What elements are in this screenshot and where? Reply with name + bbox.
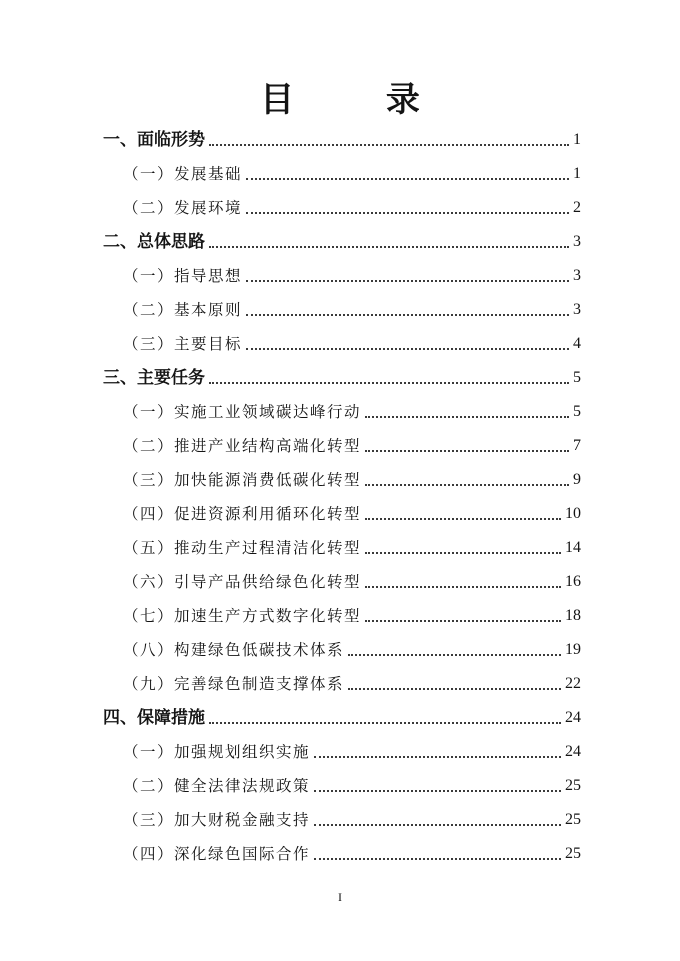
toc-dot-leader (365, 436, 569, 452)
toc-dot-leader (314, 810, 561, 826)
toc-entry-page: 24 (565, 743, 581, 760)
toc-dot-leader (314, 776, 561, 792)
toc-entry-page: 5 (573, 403, 581, 420)
toc-entry-label: （六）引导产品供给绿色化转型 (123, 573, 362, 591)
toc-subsection-entry[interactable] (103, 497, 581, 531)
toc-subsection-entry[interactable] (103, 837, 581, 871)
toc-dot-leader (314, 844, 561, 860)
toc-entry-label: （二）发展环境 (123, 199, 243, 217)
toc-dot-leader (314, 742, 561, 758)
toc-entry-label: （二）推进产业结构高端化转型 (123, 437, 362, 455)
toc-entry-label: （三）主要目标 (123, 335, 243, 353)
toc-section-entry[interactable] (103, 701, 581, 735)
toc-entry-label: （三）加快能源消费低碳化转型 (123, 471, 362, 489)
toc-subsection-entry[interactable] (103, 565, 581, 599)
toc-entry-page: 4 (573, 335, 581, 352)
toc-entry-page: 5 (573, 369, 581, 386)
toc-entry-page: 25 (565, 777, 581, 794)
toc-subsection-entry[interactable] (103, 531, 581, 565)
toc-dot-leader (348, 674, 561, 690)
toc-entry-page: 22 (565, 675, 581, 692)
toc-dot-leader (365, 470, 569, 486)
toc-subsection-entry[interactable] (103, 769, 581, 803)
toc-entry-label: （二）健全法律法规政策 (123, 777, 311, 795)
toc-entry-page: 7 (573, 437, 581, 454)
toc-dot-leader (246, 266, 569, 282)
toc-entry-page: 24 (565, 709, 581, 726)
toc-entry-label: 三、主要任务 (103, 368, 205, 388)
toc-entry-label: （四）促进资源利用循环化转型 (123, 505, 362, 523)
toc-entry-label: （一）加强规划组织实施 (123, 743, 311, 761)
toc-entry-page: 25 (565, 845, 581, 862)
toc-entry-label: 四、保障措施 (103, 708, 205, 728)
toc-subsection-entry[interactable] (103, 599, 581, 633)
toc-subsection-entry[interactable] (103, 293, 581, 327)
toc-dot-leader (365, 402, 569, 418)
toc-subsection-entry[interactable] (103, 463, 581, 497)
toc-section-entry[interactable] (103, 123, 581, 157)
toc-dot-leader (246, 334, 569, 350)
toc-entry-page: 18 (565, 607, 581, 624)
toc-entry-label: （七）加速生产方式数字化转型 (123, 607, 362, 625)
toc-entry-label: （九）完善绿色制造支撑体系 (123, 675, 345, 693)
toc-subsection-entry[interactable] (103, 191, 581, 225)
toc-subsection-entry[interactable] (103, 633, 581, 667)
toc-dot-leader (348, 640, 561, 656)
toc-dot-leader (246, 164, 569, 180)
toc-dot-leader (209, 708, 561, 724)
toc-dot-leader (209, 232, 569, 248)
toc-subsection-entry[interactable] (103, 157, 581, 191)
toc-entry-label: （一）指导思想 (123, 267, 243, 285)
toc-subsection-entry[interactable] (103, 395, 581, 429)
toc-dot-leader (365, 504, 561, 520)
toc-entry-page: 3 (573, 267, 581, 284)
toc-subsection-entry[interactable] (103, 259, 581, 293)
toc-dot-leader (209, 130, 569, 146)
toc-subsection-entry[interactable] (103, 429, 581, 463)
toc-section-entry[interactable] (103, 361, 581, 395)
toc-entry-page: 3 (573, 233, 581, 250)
page-title: 目 录 (260, 80, 460, 120)
toc-dot-leader (365, 606, 561, 622)
toc-entry-page: 3 (573, 301, 581, 318)
toc-entry-page: 16 (565, 573, 581, 590)
toc-section-entry[interactable] (103, 225, 581, 259)
toc-entry-page: 9 (573, 471, 581, 488)
toc-entry-label: （四）深化绿色国际合作 (123, 845, 311, 863)
toc-entry-page: 19 (565, 641, 581, 658)
toc-dot-leader (365, 538, 561, 554)
toc-entry-page: 1 (573, 131, 581, 148)
toc-entry-page: 25 (565, 811, 581, 828)
toc-entry-label: （五）推动生产过程清洁化转型 (123, 539, 362, 557)
table-of-contents (103, 123, 581, 871)
toc-entry-page: 2 (573, 199, 581, 216)
toc-entry-label: （八）构建绿色低碳技术体系 (123, 641, 345, 659)
toc-entry-page: 1 (573, 165, 581, 182)
toc-entry-page: 14 (565, 539, 581, 556)
toc-dot-leader (209, 368, 569, 384)
toc-entry-label: （一）发展基础 (123, 165, 243, 183)
toc-dot-leader (246, 300, 569, 316)
page-number: I (338, 890, 342, 904)
toc-subsection-entry[interactable] (103, 667, 581, 701)
toc-entry-page: 10 (565, 505, 581, 522)
toc-entry-label: （二）基本原则 (123, 301, 243, 319)
toc-subsection-entry[interactable] (103, 327, 581, 361)
toc-entry-label: 一、面临形势 (103, 130, 205, 150)
toc-subsection-entry[interactable] (103, 735, 581, 769)
toc-dot-leader (365, 572, 561, 588)
toc-subsection-entry[interactable] (103, 803, 581, 837)
toc-entry-label: （三）加大财税金融支持 (123, 811, 311, 829)
toc-entry-label: 二、总体思路 (103, 232, 205, 252)
toc-dot-leader (246, 198, 569, 214)
toc-entry-label: （一）实施工业领域碳达峰行动 (123, 403, 362, 421)
